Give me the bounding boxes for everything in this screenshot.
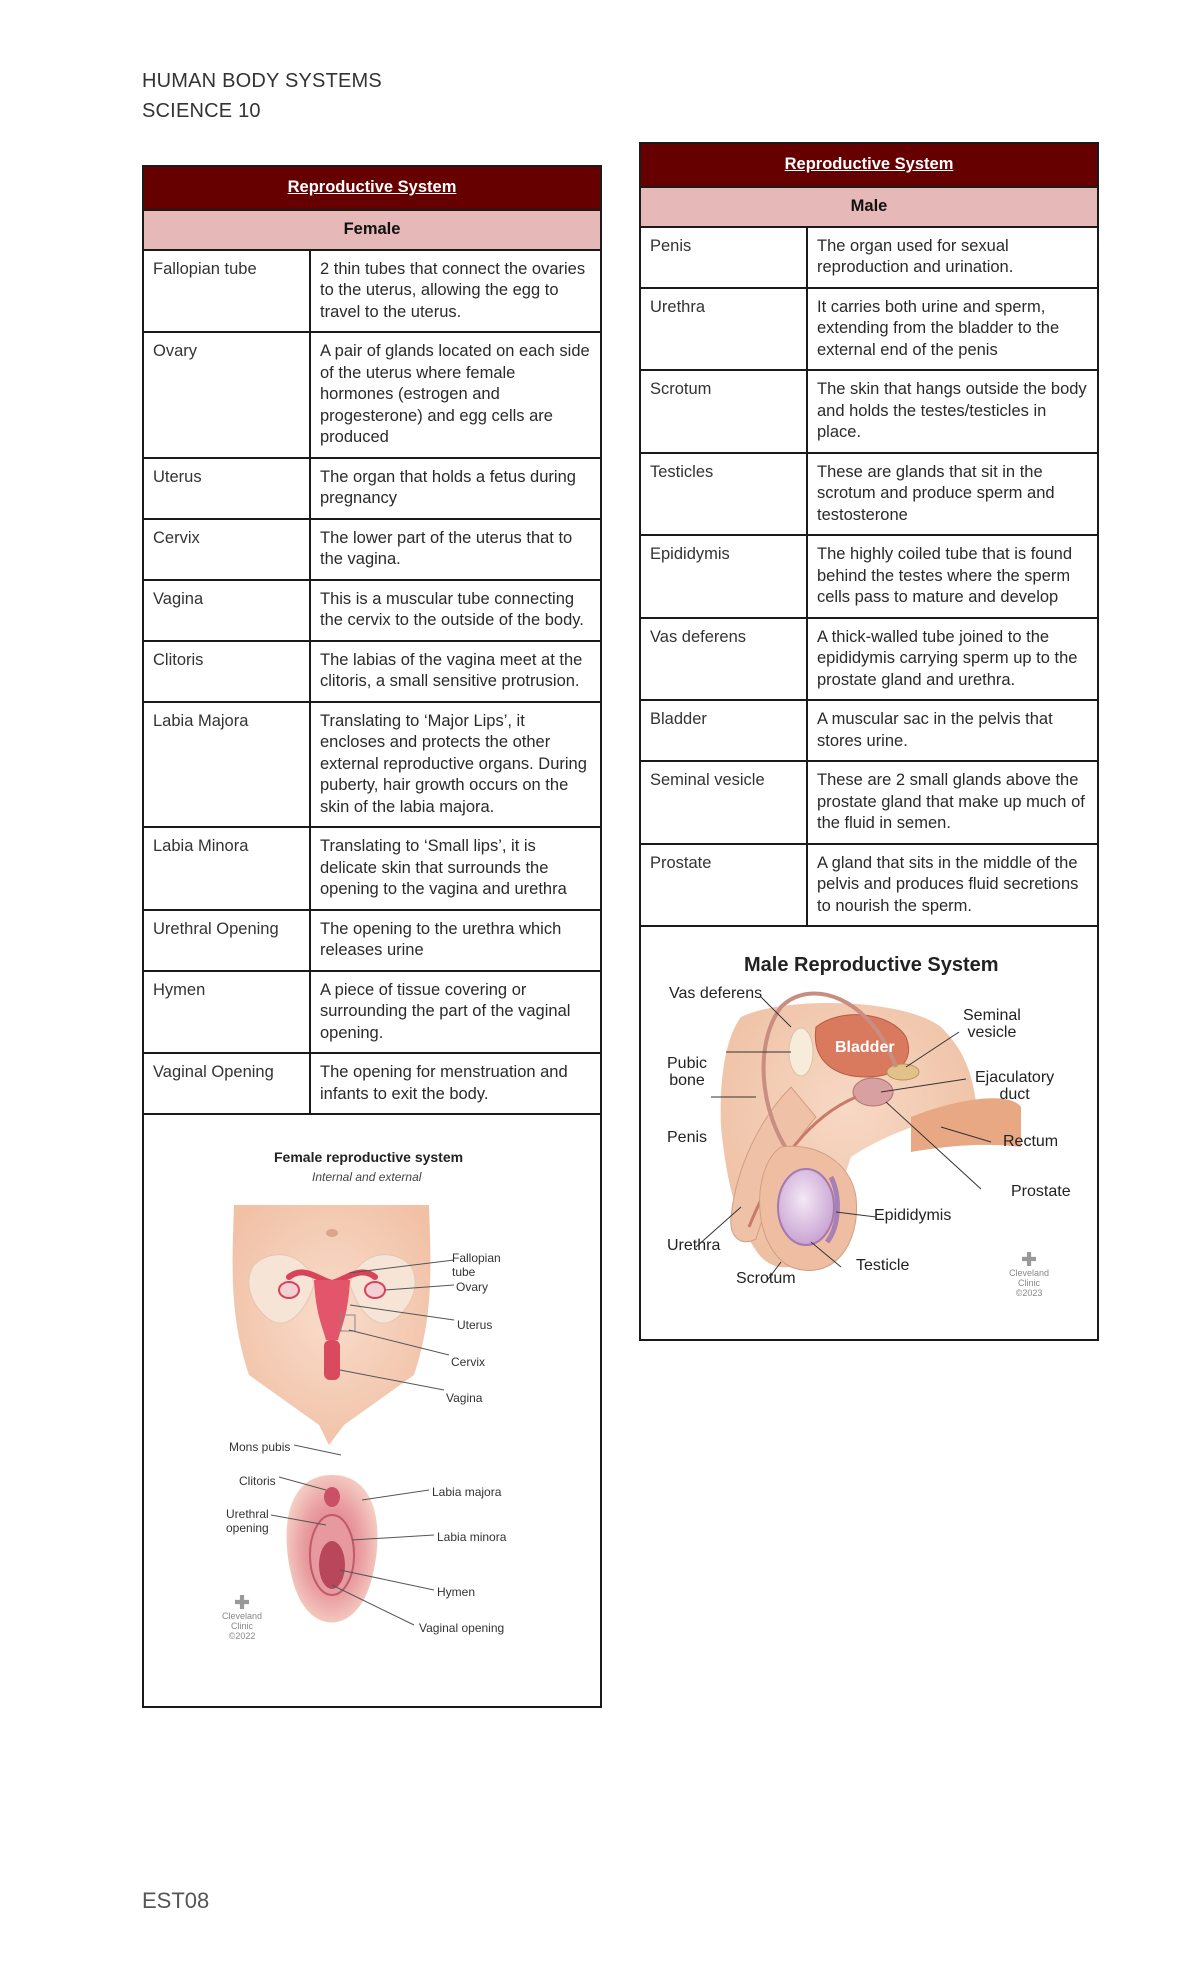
description-cell: The organ that holds a fetus during pregnancy: [310, 458, 601, 519]
male-reproductive-illustration: [641, 927, 1097, 1339]
male-reproductive-table: [639, 142, 1099, 1341]
doc-header-subject: SCIENCE 10: [142, 100, 261, 122]
male-table-row: [640, 453, 1098, 536]
description-cell: The lower part of the uterus that to the vagina.: [310, 519, 601, 580]
logo-text: Cleveland Clinic ©2022: [222, 1611, 263, 1641]
description-cell: The labias of the vagina meet at the clitoris, a small sensitive protrusion.: [310, 641, 601, 702]
description-cell: A muscular sac in the pelvis that stores urine.: [807, 700, 1098, 761]
term-cell: Scrotum: [640, 370, 807, 453]
description-cell: It carries both urine and sperm, extending from the bladder to the external end of the penis: [807, 288, 1098, 371]
logo-text: Cleveland Clinic ©2023: [1009, 1268, 1050, 1298]
term-cell: Epididymis: [640, 535, 807, 618]
female-table-row: [143, 1053, 601, 1114]
ovary-left: [279, 1282, 299, 1298]
label-mons-pubis: Mons pubis: [229, 1440, 291, 1454]
female-table-row: [143, 519, 601, 580]
label-scrotum: Scrotum: [736, 1270, 796, 1287]
description-cell: The highly coiled tube that is found behind the testes where the sperm cells pass to mature and develop: [807, 535, 1098, 618]
description-cell: A pair of glands located on each side of the uterus where female hormones (estrogen and progesterone) and egg cells are produced: [310, 332, 601, 458]
female-table-row: [143, 641, 601, 702]
term-cell: Urethra: [640, 288, 807, 371]
description-cell: Translating to ‘Major Lips’, it encloses and protects the other external reproductive organs. During puberty, hair growth occurs on the skin of the labia majora.: [310, 702, 601, 828]
label-uterus: Uterus: [457, 1318, 493, 1332]
label-vas-deferens: Vas deferens: [669, 985, 763, 1002]
term-cell: Prostate: [640, 844, 807, 927]
male-table-row: [640, 700, 1098, 761]
female-reproductive-table: [142, 165, 602, 1708]
male-table-row: [640, 618, 1098, 701]
female-figure-title: Female reproductive system: [274, 1149, 464, 1165]
female-table-row: [143, 458, 601, 519]
term-cell: Penis: [640, 227, 807, 288]
female-anatomy-drawing: [144, 1115, 602, 1706]
ovary-right: [365, 1282, 385, 1298]
term-cell: Clitoris: [143, 641, 310, 702]
pubic-bone-shape: [789, 1028, 813, 1076]
label-bladder: Bladder: [835, 1039, 895, 1056]
female-table-row: [143, 332, 601, 458]
label-epididymis: Epididymis: [874, 1207, 952, 1224]
term-cell: Labia Minora: [143, 827, 310, 910]
female-figure-subtitle: Internal and external: [312, 1170, 422, 1184]
label-labia-majora: Labia majora: [432, 1485, 502, 1499]
description-cell: These are glands that sit in the scrotum and produce sperm and testosterone: [807, 453, 1098, 536]
male-table-row: [640, 370, 1098, 453]
label-ovary: Ovary: [456, 1280, 489, 1294]
term-cell: Ovary: [143, 332, 310, 458]
term-cell: Labia Majora: [143, 702, 310, 828]
label-rectum: Rectum: [1003, 1133, 1059, 1150]
term-cell: Cervix: [143, 519, 310, 580]
female-table-row: [143, 580, 601, 641]
term-cell: Vaginal Opening: [143, 1053, 310, 1114]
description-cell: Translating to ‘Small lips’, it is delicate skin that surrounds the opening to the vagina and urethra: [310, 827, 601, 910]
label-labia-minora: Labia minora: [437, 1530, 507, 1544]
female-table-title: Reproductive System: [143, 166, 601, 210]
cleveland-clinic-logo: [222, 1595, 262, 1641]
term-cell: Fallopian tube: [143, 250, 310, 333]
description-cell: A piece of tissue covering or surrounding the part of the vaginal opening.: [310, 971, 601, 1054]
leader-mons: [294, 1445, 341, 1455]
doc-header-title: HUMAN BODY SYSTEMS: [142, 70, 382, 92]
female-table-subheader: Female: [143, 210, 601, 250]
term-cell: Hymen: [143, 971, 310, 1054]
label-vaginal-opening: Vaginal opening: [419, 1621, 505, 1635]
male-table-row: [640, 288, 1098, 371]
female-table-row: [143, 971, 601, 1054]
vagina-shape: [324, 1340, 340, 1380]
description-cell: This is a muscular tube connecting the cervix to the outside of the body.: [310, 580, 601, 641]
testicle-shape: [778, 1169, 834, 1245]
label-urethra: Urethra: [667, 1237, 721, 1254]
description-cell: A gland that sits in the middle of the pelvis and produces fluid secretions to nourish the sperm.: [807, 844, 1098, 927]
doc-footer-code: EST08: [142, 1888, 210, 1913]
description-cell: 2 thin tubes that connect the ovaries to the uterus, allowing the egg to travel to the uterus.: [310, 250, 601, 333]
male-table-title: Reproductive System: [640, 143, 1098, 187]
male-figure-cell: [640, 926, 1098, 1340]
female-reproductive-illustration: [144, 1115, 600, 1706]
label-penis: Penis: [667, 1129, 708, 1146]
label-clitoris: Clitoris: [239, 1474, 276, 1488]
leader-majora: [362, 1490, 429, 1500]
male-table-row: [640, 227, 1098, 288]
prostate-shape: [853, 1078, 893, 1106]
female-table-row: [143, 910, 601, 971]
term-cell: Urethral Opening: [143, 910, 310, 971]
label-urethral-opening: Urethral opening: [226, 1507, 269, 1535]
label-hymen: Hymen: [437, 1585, 476, 1599]
description-cell: The skin that hangs outside the body and holds the testes/testicles in place.: [807, 370, 1098, 453]
male-table-row: [640, 535, 1098, 618]
term-cell: Uterus: [143, 458, 310, 519]
male-table-row: [640, 844, 1098, 927]
male-table-row: [640, 761, 1098, 844]
description-cell: These are 2 small glands above the prostate gland that make up much of the fluid in semen.: [807, 761, 1098, 844]
label-cervix: Cervix: [451, 1355, 486, 1369]
label-ejaculatory-duct: Ejaculatory duct: [975, 1069, 1055, 1103]
cross-icon: [235, 1595, 249, 1609]
cross-icon: [1022, 1252, 1036, 1266]
label-vagina: Vagina: [446, 1391, 483, 1405]
female-table-row: [143, 827, 601, 910]
female-figure-cell: [143, 1114, 601, 1707]
term-cell: Seminal vesicle: [640, 761, 807, 844]
term-cell: Bladder: [640, 700, 807, 761]
term-cell: Vagina: [143, 580, 310, 641]
description-cell: The opening to the urethra which releases urine: [310, 910, 601, 971]
label-seminal-vesicle: Seminal vesicle: [963, 1007, 1021, 1041]
term-cell: Vas deferens: [640, 618, 807, 701]
female-table-row: [143, 702, 601, 828]
label-fallopian-tube: Fallopian tube: [452, 1251, 501, 1279]
male-table-subheader: Male: [640, 187, 1098, 227]
vaginal-opening-shape: [319, 1541, 345, 1589]
label-prostate: Prostate: [1011, 1183, 1071, 1200]
navel: [326, 1229, 338, 1237]
label-pubic-bone: Pubic bone: [667, 1055, 708, 1089]
term-cell: Testicles: [640, 453, 807, 536]
label-testicle: Testicle: [856, 1257, 910, 1274]
seminal-vesicle-shape: [887, 1064, 919, 1080]
male-figure-title: Male Reproductive System: [744, 954, 999, 976]
description-cell: The organ used for sexual reproduction and urination.: [807, 227, 1098, 288]
clitoris-shape: [324, 1487, 340, 1507]
description-cell: A thick-walled tube joined to the epididymis carrying sperm up to the prostate gland and urethra.: [807, 618, 1098, 701]
description-cell: The opening for menstruation and infants to exit the body.: [310, 1053, 601, 1114]
female-table-row: [143, 250, 601, 333]
cleveland-clinic-logo: [1009, 1252, 1049, 1298]
